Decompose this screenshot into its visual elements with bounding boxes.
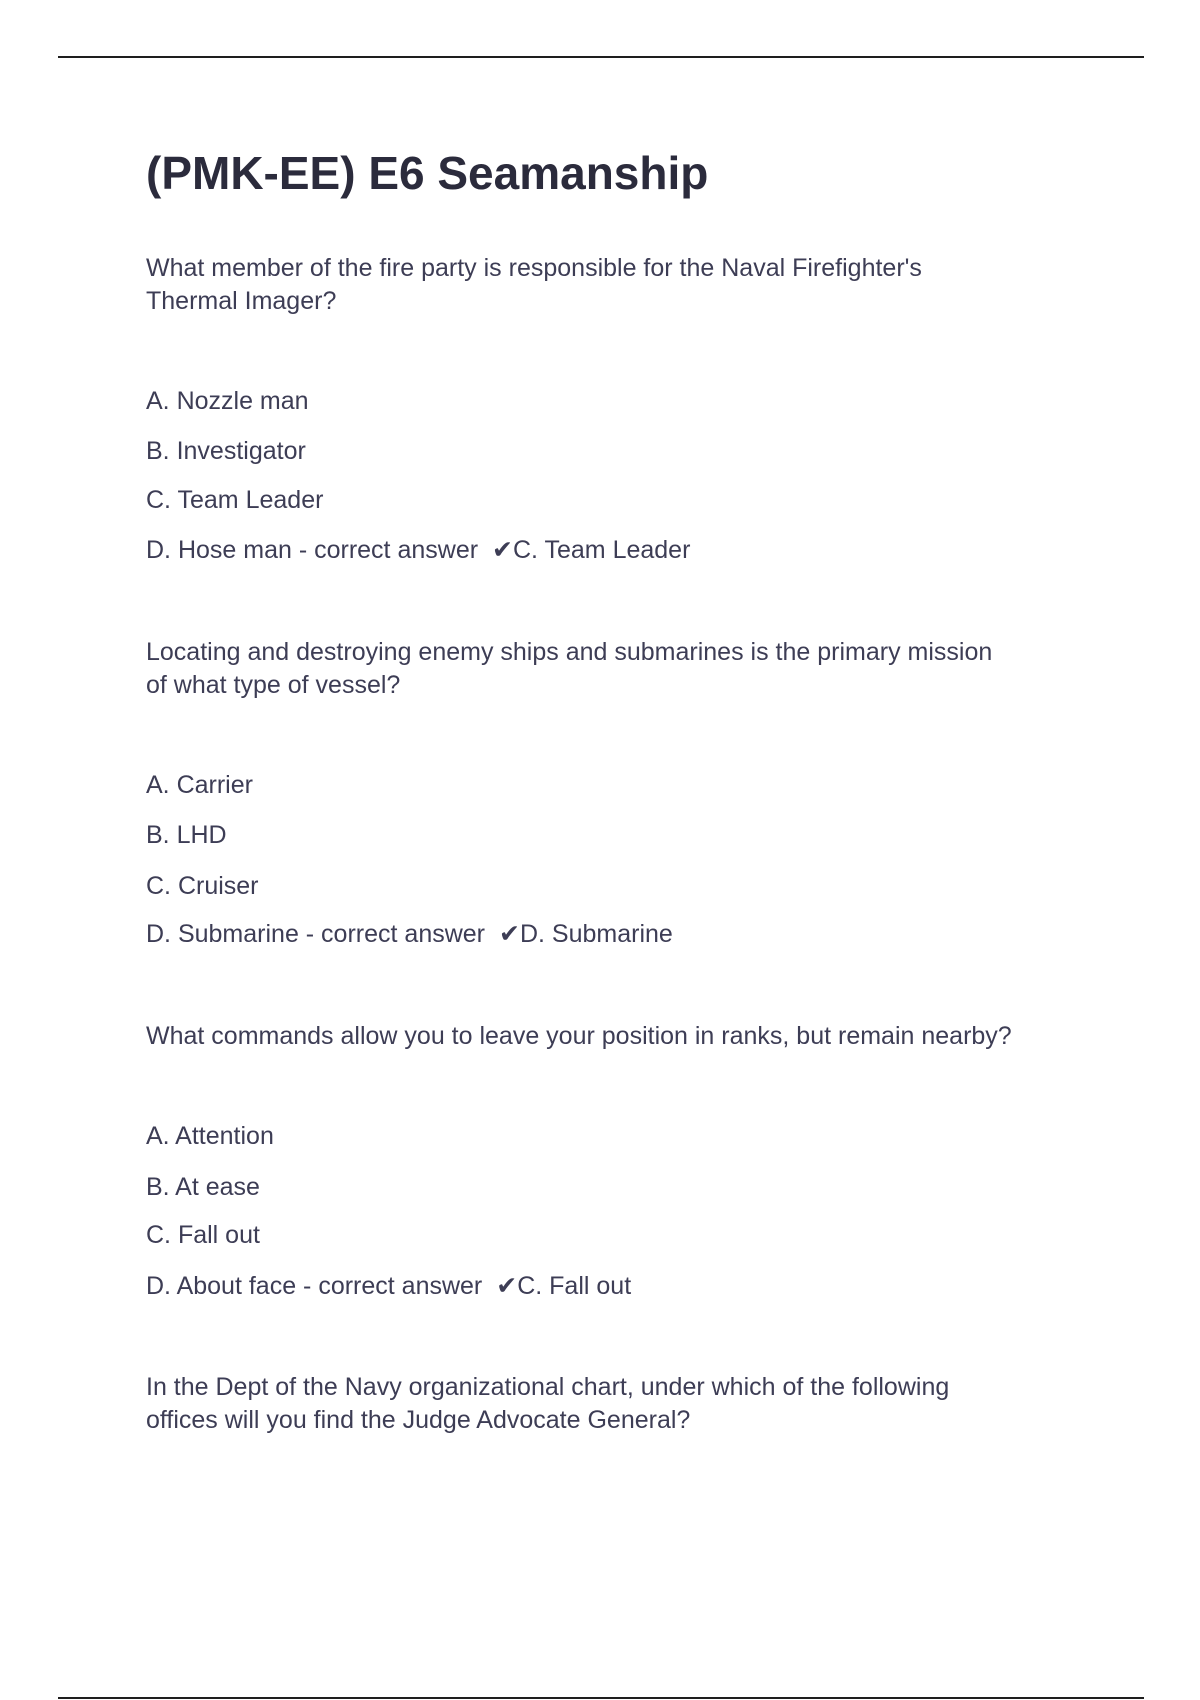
question-3-text — [146, 1020, 1106, 1053]
question-2-option-a: A. Carrier — [146, 771, 253, 799]
question-line: In the Dept of the Navy organizational chart, under which of the following — [146, 1373, 950, 1401]
bottom-rule — [58, 1697, 1144, 1699]
question-2-option-d — [146, 919, 673, 949]
question-line: of what type of vessel? — [146, 671, 401, 699]
question-1-option-a: A. Nozzle man — [146, 387, 309, 415]
question-line: Thermal Imager? — [146, 287, 337, 315]
question-line: Locating and destroying enemy ships and submarines is the primary mission — [146, 638, 993, 666]
correct-answer: ✔D. Submarine — [499, 920, 673, 948]
question-3-option-c: C. Fall out — [146, 1221, 260, 1249]
correct-answer: ✔C. Team Leader — [492, 536, 691, 564]
question-3-option-a: A. Attention — [146, 1122, 274, 1150]
question-3-option-d — [146, 1271, 631, 1301]
question-2-option-b: B. LHD — [146, 821, 227, 849]
question-4-text — [146, 1371, 1106, 1437]
question-1-text — [146, 252, 1106, 318]
question-1-option-c: C. Team Leader — [146, 486, 324, 514]
top-rule — [58, 56, 1144, 58]
question-line: What commands allow you to leave your position in ranks, but remain nearby? — [146, 1022, 1012, 1050]
question-1-option-d — [146, 535, 690, 565]
question-3-option-b: B. At ease — [146, 1173, 260, 1201]
correct-answer: ✔C. Fall out — [496, 1272, 632, 1300]
question-2-option-c: C. Cruiser — [146, 872, 259, 900]
option-text: D. Hose man - correct answer — [146, 536, 479, 564]
question-line: What member of the fire party is responsible for the Naval Firefighter's — [146, 254, 922, 282]
question-2-text — [146, 636, 1106, 702]
option-text: D. Submarine - correct answer — [146, 920, 486, 948]
option-text: D. About face - correct answer — [146, 1272, 483, 1300]
question-line: offices will you find the Judge Advocate General? — [146, 1406, 691, 1434]
question-1-option-b: B. Investigator — [146, 437, 306, 465]
document-title: (PMK-EE) E6 Seamanship — [146, 147, 709, 199]
